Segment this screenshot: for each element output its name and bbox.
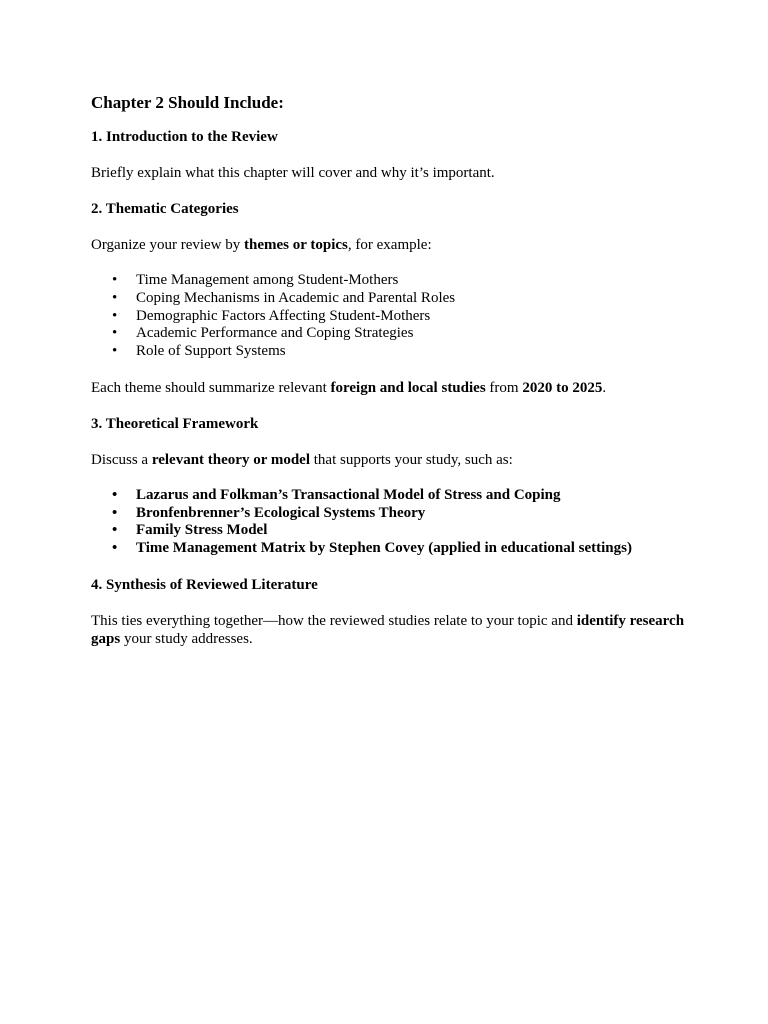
list-item: • Time Management among Student-Mothers xyxy=(136,272,691,290)
list-item: • Family Stress Model xyxy=(136,522,691,540)
document-page xyxy=(91,92,691,648)
list-item: • Lazarus and Folkman’s Transactional Model of Stress and Coping xyxy=(136,487,691,505)
framework-list xyxy=(91,487,691,558)
thematic-intro-paragraph xyxy=(91,236,691,254)
section-heading-synthesis: 4. Synthesis of Reviewed Literature xyxy=(91,576,318,593)
framework-intro-paragraph xyxy=(91,451,691,469)
synthesis-suffix: your study addresses. xyxy=(120,630,253,647)
thematic-summary-mid: from xyxy=(485,379,523,396)
thematic-summary-suffix: . xyxy=(602,379,607,396)
thematic-intro-suffix: , for example: xyxy=(347,237,432,253)
framework-intro-suffix: that supports your study, such as: xyxy=(310,451,513,468)
document-title: Chapter 2 Should Include: xyxy=(91,93,284,112)
thematic-summary-paragraph xyxy=(91,379,691,397)
thematic-summary-emphasis-studies: foreign and local studies xyxy=(330,379,486,396)
thematic-summary-emphasis-years: 2020 to 2025 xyxy=(522,379,603,396)
synthesis-prefix: This ties everything together—how the reviewed studies relate to your topic and xyxy=(91,612,577,629)
thematic-intro-emphasis: themes or topics xyxy=(244,237,348,253)
section-heading-introduction: 1. Introduction to the Review xyxy=(91,129,278,145)
framework-intro-prefix: Discuss a xyxy=(91,451,152,468)
section-heading-theoretical-framework: 3. Theoretical Framework xyxy=(91,415,259,432)
list-item: • Coping Mechanisms in Academic and Parental Roles xyxy=(136,290,691,308)
synthesis-emphasis: identify research gaps xyxy=(91,612,685,647)
list-item: • Time Management Matrix by Stephen Covey (applied in educational settings) xyxy=(136,540,691,558)
introduction-paragraph: Briefly explain what this chapter will cover and why it’s important. xyxy=(91,165,495,181)
thematic-list xyxy=(91,272,691,361)
section-heading-thematic-categories: 2. Thematic Categories xyxy=(91,201,239,217)
framework-intro-emphasis: relevant theory or model xyxy=(151,451,310,468)
list-item: • Demographic Factors Affecting Student-Mothers xyxy=(136,308,691,326)
thematic-summary-prefix: Each theme should summarize relevant xyxy=(91,379,331,396)
list-item: • Academic Performance and Coping Strategies xyxy=(136,325,691,343)
list-item: • Bronfenbrenner’s Ecological Systems Theory xyxy=(136,505,691,523)
synthesis-paragraph xyxy=(91,612,691,648)
thematic-intro-prefix: Organize your review by xyxy=(91,237,245,253)
list-item: • Role of Support Systems xyxy=(136,343,691,361)
